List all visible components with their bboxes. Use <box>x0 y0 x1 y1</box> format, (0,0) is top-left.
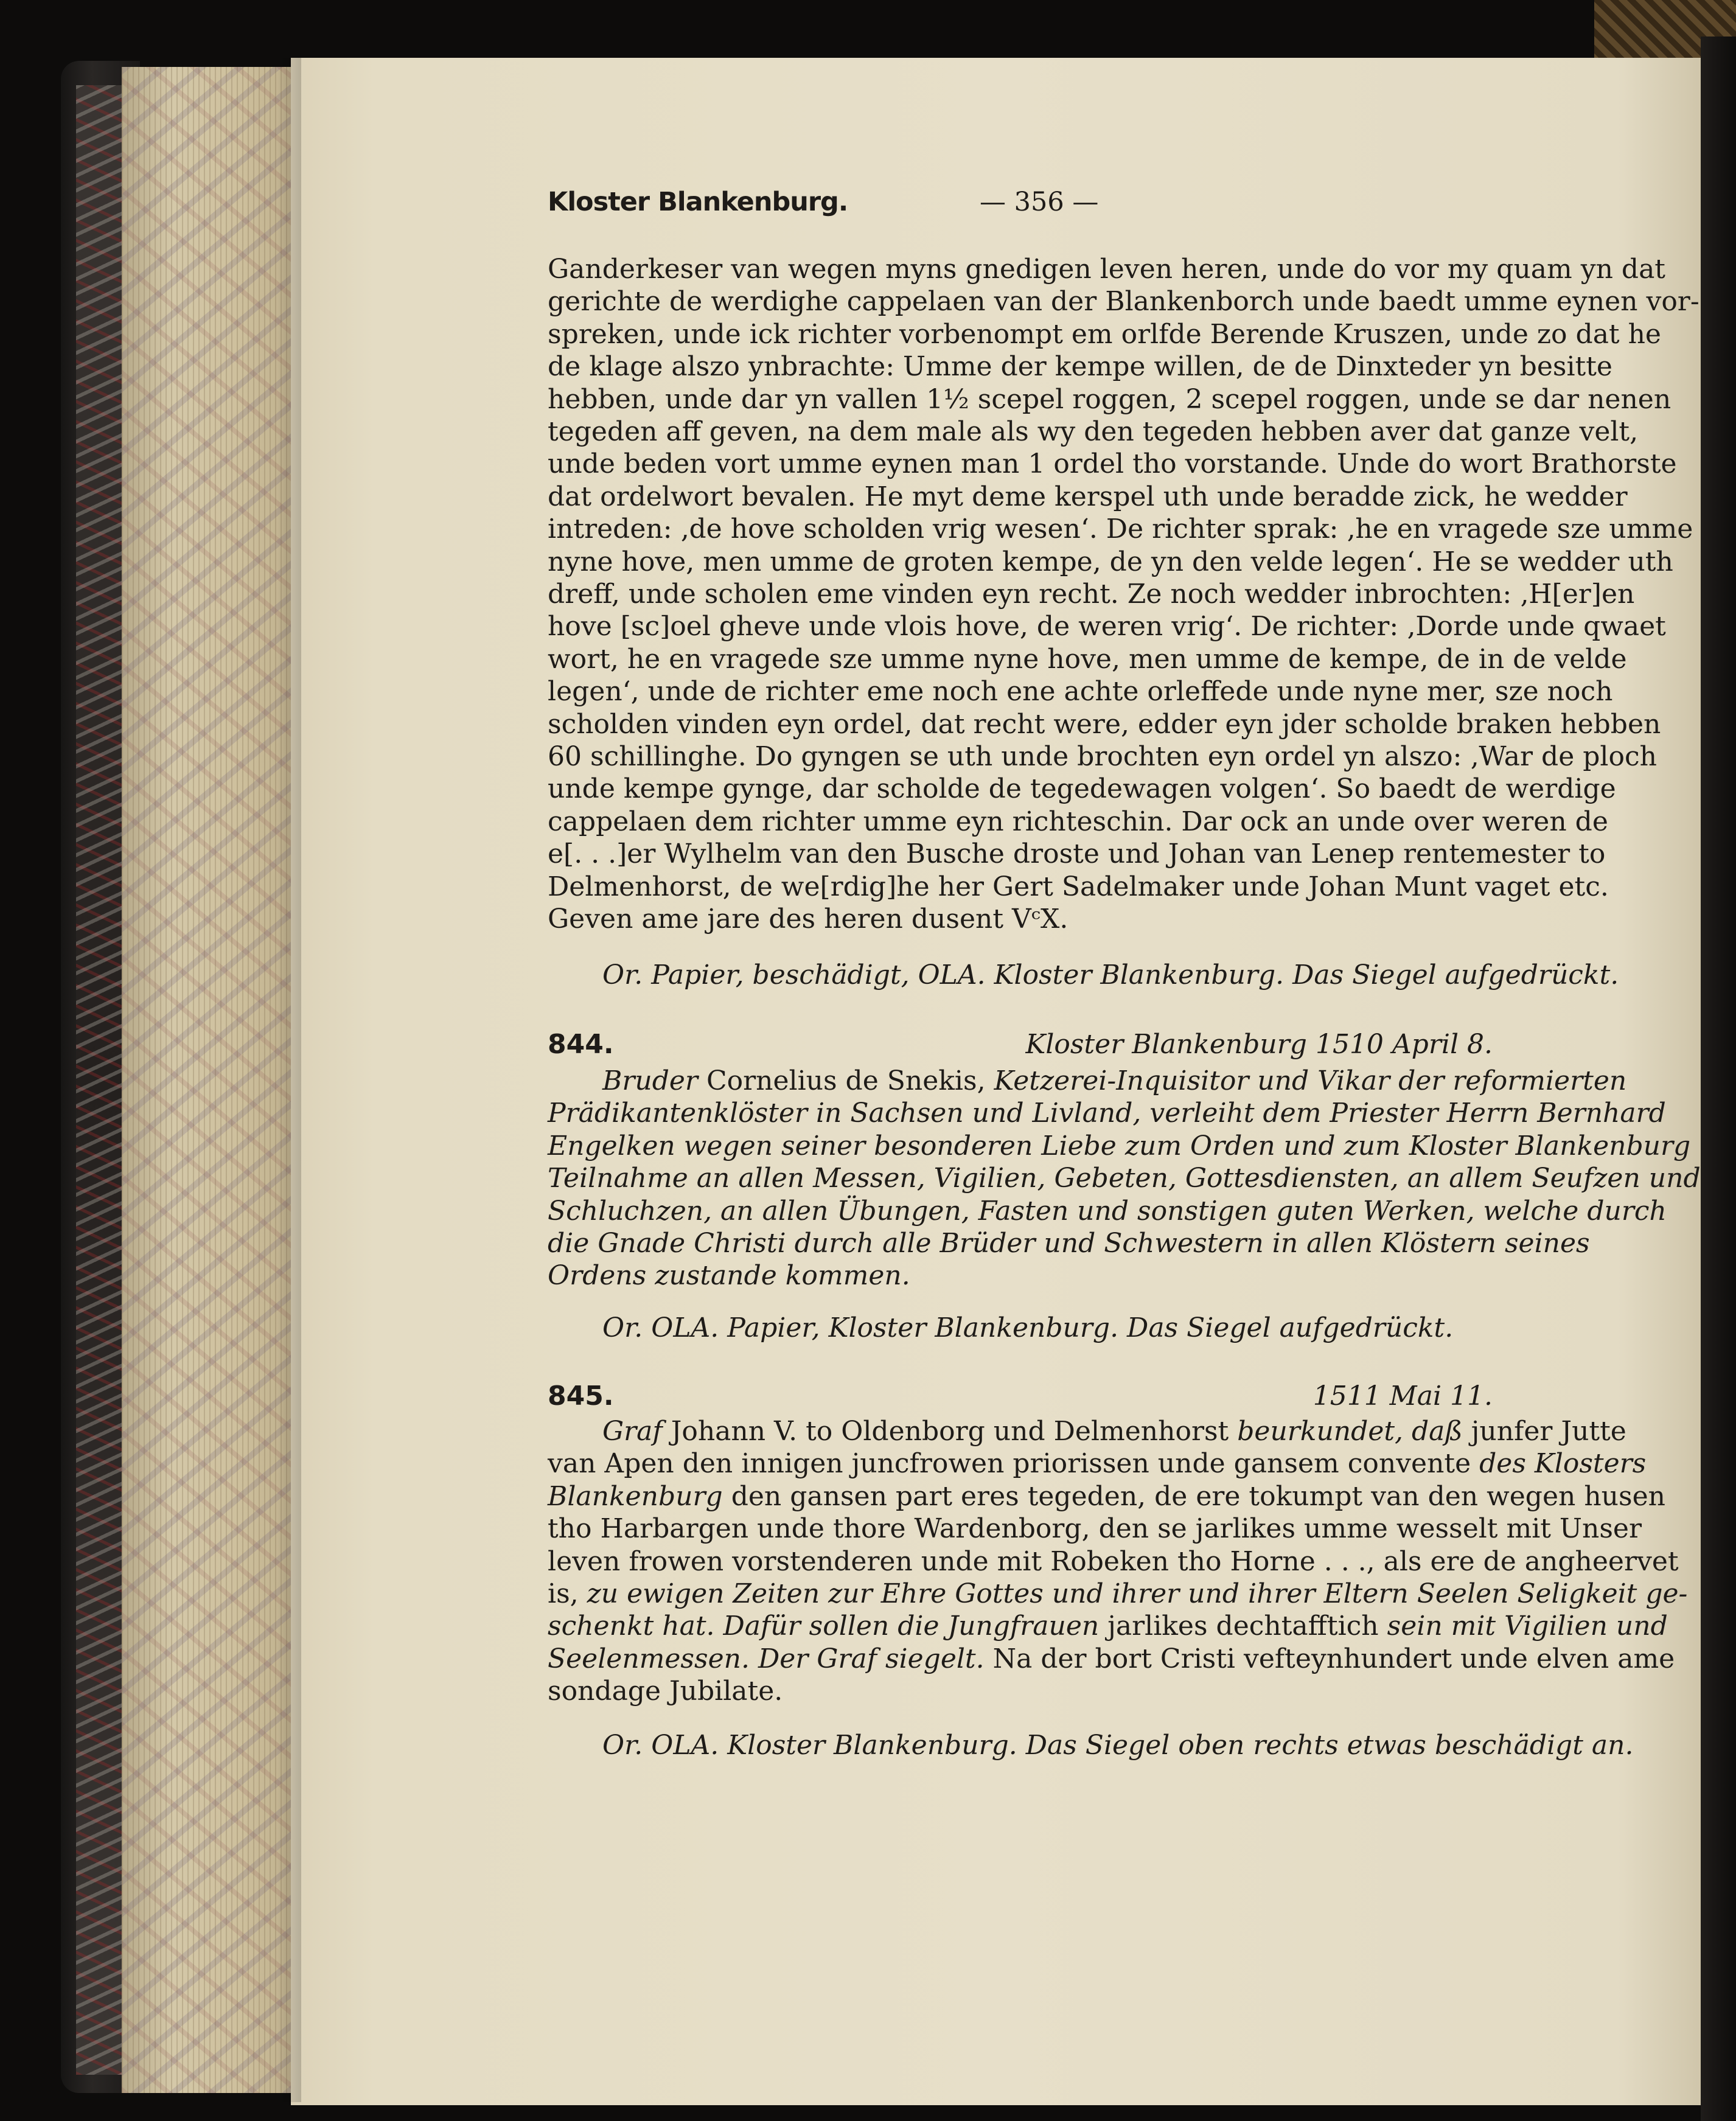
text-line: unde kempe gynge, dar scholde de tegedewagen volgen‘. So baedt de werdige <box>548 773 1616 805</box>
text-line <box>602 1065 1627 1098</box>
entry-number: 845. <box>548 1381 614 1412</box>
roman-segment: Cornelius de Snekis, <box>697 1065 994 1096</box>
text-line <box>548 1675 1565 1708</box>
text-line <box>548 1513 1642 1545</box>
italic-segment: Engelken wegen seiner besonderen Liebe zum Orden und zum Kloster Blankenburg <box>548 1130 1691 1162</box>
text-line: hove [sc]oel gheve unde vlois hove, de weren vrig‘. De richter: ‚Dorde unde qwaet <box>548 611 1666 643</box>
gutter-shadow <box>277 58 301 2102</box>
page-number: — 356 — <box>980 187 1099 217</box>
italic-segment: die Gnade Christi durch alle Brüder und Schwestern in allen Klöstern seines <box>548 1228 1590 1259</box>
roman-segment: junfer Jutte <box>1462 1416 1626 1447</box>
roman-segment: jarlikes dechtafftich <box>1099 1611 1387 1642</box>
text-line: 60 schillinghe. Do gyngen se uth unde brochten eyn ordel yn alszo: ‚War de ploch <box>548 741 1657 772</box>
text-line: scholden vinden eyn ordel, dat recht were, edder eyn jder scholde braken hebben <box>548 708 1661 740</box>
text-line: Geven ame jare des heren dusent VᶜX. <box>548 904 1068 935</box>
entry-place-date: Kloster Blankenburg 1510 April 8. <box>1025 1029 1493 1060</box>
text-line <box>548 1130 1691 1163</box>
roman-segment: sondage Jubilate. <box>548 1676 783 1707</box>
text-line: hebben, unde dar yn vallen 1½ scepel roggen, 2 scepel roggen, unde se dar nenen <box>548 383 1672 415</box>
text-line: wort, he en vragede sze umme nyne hove, men umme de kempe, de in de velde <box>548 643 1627 675</box>
text-line: Ganderkeser van wegen myns gnedigen leven heren, unde do vor my quam yn dat <box>548 254 1665 285</box>
right-binding <box>1701 37 1736 2121</box>
text-line: e[. . .]er Wylhelm van den Busche droste und Johan van Lenep rentemester to <box>548 838 1606 870</box>
source-note: Or. OLA. Kloster Blankenburg. Das Siegel oben rechts etwas beschädigt an. <box>602 1730 1634 1761</box>
roman-segment: den gansen part eres tegeden, de ere tokumpt van den wegen husen <box>722 1480 1665 1512</box>
text-line <box>548 1195 1667 1228</box>
marbled-endpaper <box>76 85 125 2075</box>
text-line <box>548 1610 1668 1643</box>
entry-number: 844. <box>548 1029 614 1060</box>
italic-segment: Bruder <box>602 1065 698 1096</box>
italic-segment: schenkt hat. Dafür sollen die Jungfrauen <box>548 1611 1100 1642</box>
text-line <box>548 1447 1647 1480</box>
italic-segment: Ketzerei-Inquisitor und Vikar der reformierten <box>994 1065 1627 1096</box>
italic-segment: Prädikantenklöster in Sachsen und Livland, verleiht dem Priester Herrn Bernhard <box>548 1098 1666 1129</box>
italic-segment: Blankenburg <box>548 1480 723 1512</box>
source-note: Or. Papier, beschädigt, OLA. Kloster Blankenburg. Das Siegel aufgedrückt. <box>602 960 1619 991</box>
text-line <box>548 1480 1665 1513</box>
source-note: Or. OLA. Papier, Kloster Blankenburg. Das Siegel aufgedrückt. <box>602 1312 1454 1343</box>
italic-segment: Seelenmessen. Der Graf siegelt. <box>548 1643 985 1674</box>
text-line <box>602 1415 1626 1448</box>
roman-segment: tho Harbargen unde thore Wardenborg, den se jarlikes umme wesselt mit Unser <box>548 1513 1642 1545</box>
roman-segment: Johann V. to Oldenborg und Delmenhorst <box>662 1416 1238 1447</box>
italic-segment: Ordens zustande kommen. <box>548 1260 910 1292</box>
italic-segment: sein mit Vigilien und <box>1387 1611 1668 1642</box>
text-line <box>548 1259 1565 1292</box>
text-line: Delmenhorst, de we[rdig]he her Gert Sadelmaker unde Johan Munt vaget etc. <box>548 871 1609 902</box>
text-line: de klage alszo ynbrachte: Umme der kempe willen, de de Dinxteder yn besitte <box>548 351 1612 383</box>
text-line <box>548 1097 1666 1130</box>
roman-segment: van Apen den innigen juncfrowen priorissen unde gansem convente <box>548 1448 1480 1480</box>
italic-segment: zu ewigen Zeiten zur Ehre Gottes und ihrer und ihrer Eltern Seelen Seligkeit ge- <box>587 1578 1688 1609</box>
text-line <box>548 1643 1675 1676</box>
roman-segment: Na der bort Cristi vefteynhundert unde elven ame <box>984 1643 1675 1674</box>
text-line: legen‘, unde de richter eme noch ene achte orleffede unde nyne mer, sze noch <box>548 676 1613 708</box>
text-line: cappelaen dem richter umme eyn richteschin. Dar ock an unde over weren de <box>548 806 1608 837</box>
text-line <box>548 1227 1590 1260</box>
text-line <box>548 1545 1679 1578</box>
italic-segment: Teilnahme an allen Messen, Vigilien, Gebeten, Gottesdiensten, an allem Seufzen und <box>548 1163 1701 1194</box>
italic-segment: des Klosters <box>1479 1448 1647 1480</box>
roman-segment: leven frowen vorstenderen unde mit Robeken tho Horne . . ., als ere de angheervet <box>548 1545 1679 1577</box>
text-line: dreff, unde scholen eme vinden eyn recht. Ze noch wedder inbrochten: ‚H[er]en <box>548 579 1635 610</box>
italic-segment: Schluchzen, an allen Übungen, Fasten und sonstigen guten Werken, welche durch <box>548 1195 1667 1227</box>
italic-segment: Graf <box>602 1416 663 1447</box>
roman-segment: is, <box>548 1578 587 1609</box>
text-line: dat ordelwort bevalen. He myt deme kerspel uth unde beradde zick, he wedder <box>548 481 1628 512</box>
page-edges <box>122 67 292 2093</box>
text-line: unde beden vort umme eynen man 1 ordel tho vorstande. Unde do wort Brathorste <box>548 448 1677 480</box>
text-line <box>548 1578 1688 1611</box>
text-line: gerichte de werdighe cappelaen van der Blankenborch unde baedt umme eynen vor- <box>548 286 1699 318</box>
running-title: Kloster Blankenburg. <box>548 187 848 217</box>
text-line: spreken, unde ick richter vorbenompt em orlfde Berende Kruszen, unde zo dat he <box>548 318 1661 350</box>
text-line <box>548 1162 1701 1195</box>
italic-segment: beurkundet, daß <box>1237 1416 1463 1447</box>
text-line: nyne hove, men umme de groten kempe, de yn den velde legen‘. He se wedder uth <box>548 546 1673 577</box>
text-line: intreden: ‚de hove scholden vrig wesen‘. De richter sprak: ‚he en vragede sze umme <box>548 514 1693 545</box>
entry-place-date: 1511 Mai 11. <box>1312 1381 1493 1412</box>
text-line: tegeden aff geven, na dem male als wy den tegeden hebben aver dat ganze velt, <box>548 416 1639 447</box>
